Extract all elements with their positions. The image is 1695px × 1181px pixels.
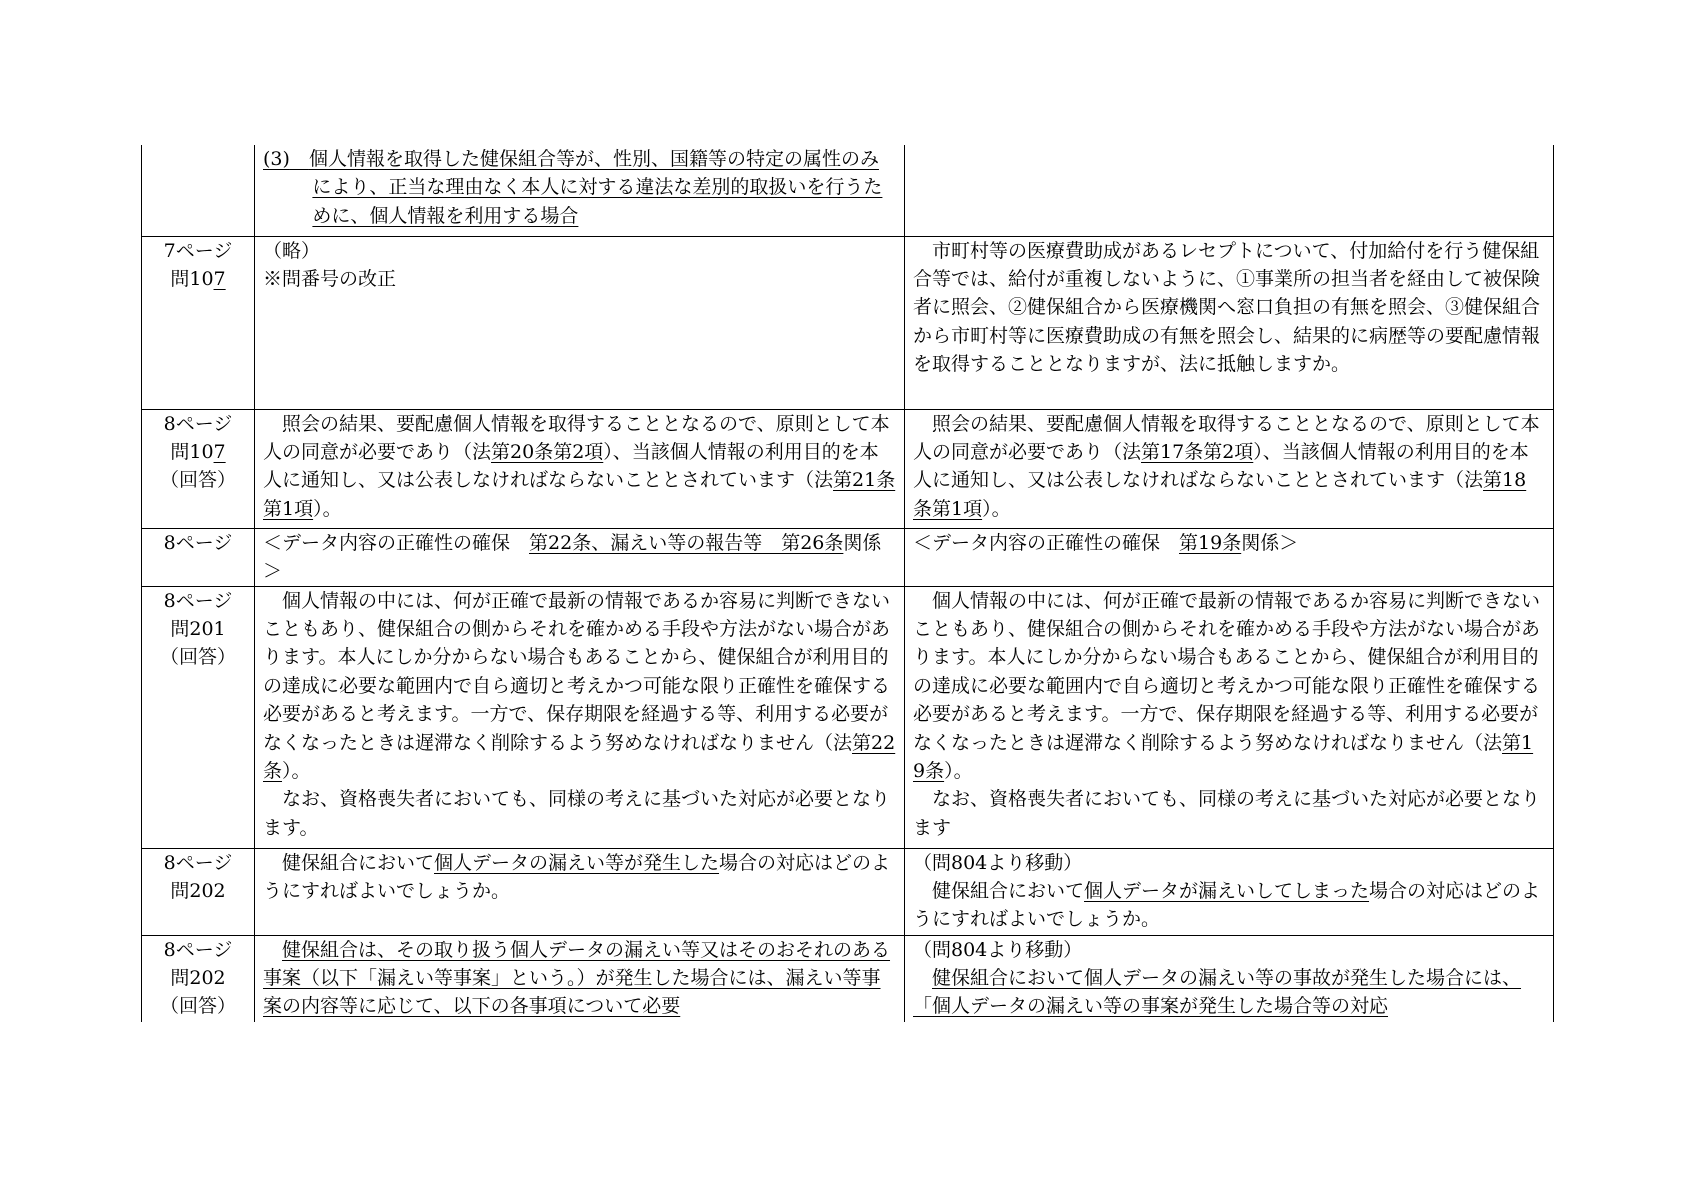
question-text: 市町村等の医療費助成があるレセプトについて、付加給付を行う健保組合等では、給付が重複しないように、①事業所の担当者を経由して被保険者に照会、②健保組合から医療機関へ窓口負担の有無を照会、③健保組合から市町村等に医療費助成の有無を照会し、結果的に病歴等の要配慮情報を取得することとなりますが、法に抵触しますか。: [913, 239, 1541, 376]
answer-paragraph-1: 個人情報の中には、何が正確で最新の情報であるか容易に判断できないこともあり、健保組合の側からそれを確かめる手段や方法がない場合があります。本人にしか分からない場合もあることから、健保組合が利用目的の達成に必要な範囲内で自ら適切と考えかつ可能な限り正確性を確保する必要があると考えます。一方で、保存期限を経過する等、利用する必要がなくなったときは遅滞なく削除するよう努めなければなりません（法第22条）。: [263, 589, 896, 782]
omitted-note: （略）: [263, 239, 321, 262]
moved-note: （問804より移動）: [913, 851, 1083, 874]
page-ref: 8ページ: [163, 851, 233, 874]
page-ref: 7ページ: [163, 239, 233, 262]
section-heading: ＜データ内容の正確性の確保 第22条、漏えい等の報告等 第26条関係＞: [263, 531, 882, 582]
moved-note: （問804より移動）: [913, 938, 1083, 961]
page-ref: 8ページ: [163, 412, 233, 435]
new-text-cell: [255, 586, 905, 848]
old-text-cell: [905, 848, 1554, 935]
table-row: [142, 236, 1554, 409]
answer-text: 照会の結果、要配慮個人情報を取得することとなるので、原則として本人の同意が必要であり（法第20条第2項）、当該個人情報の利用目的を本人に通知し、又は公表しなければならないこととされています（法第21条第1項）。: [263, 412, 896, 520]
question-text: 健保組合において個人データが漏えいしてしまった場合の対応はどのようにすればよいでしょうか。: [913, 879, 1541, 931]
table-row: [142, 586, 1554, 848]
question-ref: 問107: [170, 440, 226, 463]
old-text-cell: [905, 236, 1554, 409]
new-text-cell: [255, 528, 905, 586]
question-text: 健保組合において個人データの漏えい等が発生した場合の対応はどのようにすればよいでしょうか。: [263, 851, 891, 902]
question-ref: 問202: [170, 879, 226, 902]
item-3: [263, 145, 896, 230]
new-text-cell: [255, 935, 905, 1022]
old-text-cell: [905, 145, 1554, 236]
new-text-cell: [255, 848, 905, 935]
question-ref: 問202: [170, 966, 226, 989]
old-text-cell: [905, 586, 1554, 848]
new-text-cell: [255, 409, 905, 528]
location-cell: [142, 528, 255, 586]
answer-text: 健保組合において個人データの漏えい等の事故が発生した場合には、「個人データの漏えい等の事案が発生した場合等の対応: [913, 966, 1522, 1018]
table-row: [142, 935, 1554, 1022]
page-ref: 8ページ: [163, 938, 233, 961]
location-cell: [142, 145, 255, 236]
location-cell: [142, 586, 255, 848]
table-row: [142, 409, 1554, 528]
answer-label: （回答）: [159, 469, 236, 492]
question-ref: 問201: [170, 617, 226, 640]
section-heading: ＜データ内容の正確性の確保 第19条関係＞: [913, 531, 1299, 554]
table-row: [142, 848, 1554, 935]
location-cell: [142, 409, 255, 528]
item-number: (3): [263, 148, 290, 170]
answer-label: （回答）: [159, 995, 236, 1018]
old-text-cell: [905, 409, 1554, 528]
answer-paragraph-1: 個人情報の中には、何が正確で最新の情報であるか容易に判断できないこともあり、健保組合の側からそれを確かめる手段や方法がない場合があります。本人にしか分からない場合もあることから、健保組合が利用目的の達成に必要な範囲内で自ら適切と考えかつ可能な限り正確性を確保する必要があると考えます。一方で、保存期限を経過する等、利用する必要がなくなったときは遅滞なく削除するよう努めなければなりません（法第19条）。: [913, 589, 1541, 782]
table-row: [142, 528, 1554, 586]
page-ref: 8ページ: [163, 589, 233, 612]
old-text-cell: [905, 935, 1554, 1022]
new-text-cell: [255, 236, 905, 409]
location-cell: [142, 236, 255, 409]
new-text-cell: [255, 145, 905, 236]
page-ref: 8ページ: [163, 531, 233, 554]
table-row: [142, 145, 1554, 236]
item-text: 個人情報を取得した健保組合等が、性別、国籍等の特定の属性のみにより、正当な理由なく本人に対する違法な差別的取扱いを行うために、個人情報を利用する場合: [308, 148, 883, 227]
location-cell: [142, 848, 255, 935]
answer-paragraph-2: なお、資格喪失者においても、同様の考えに基づいた対応が必要となります: [913, 788, 1541, 839]
location-cell: [142, 935, 255, 1022]
answer-label: （回答）: [159, 646, 236, 669]
renumber-note: ※問番号の改正: [263, 267, 397, 290]
old-text-cell: [905, 528, 1554, 586]
question-ref: 問107: [170, 267, 226, 290]
answer-paragraph-2: なお、資格喪失者においても、同様の考えに基づいた対応が必要となります。: [263, 788, 891, 839]
answer-text: 照会の結果、要配慮個人情報を取得することとなるので、原則として本人の同意が必要であり（法第17条第2項）、当該個人情報の利用目的を本人に通知し、又は公表しなければならないこととされています（法第18条第1項）。: [913, 412, 1540, 520]
comparison-table: [141, 145, 1554, 1022]
answer-text: 健保組合は、その取り扱う個人データの漏えい等又はそのおそれのある事案（以下「漏えい等事案」という。）が発生した場合には、漏えい等事案の内容等に応じて、以下の各事項について必要: [263, 938, 891, 1018]
